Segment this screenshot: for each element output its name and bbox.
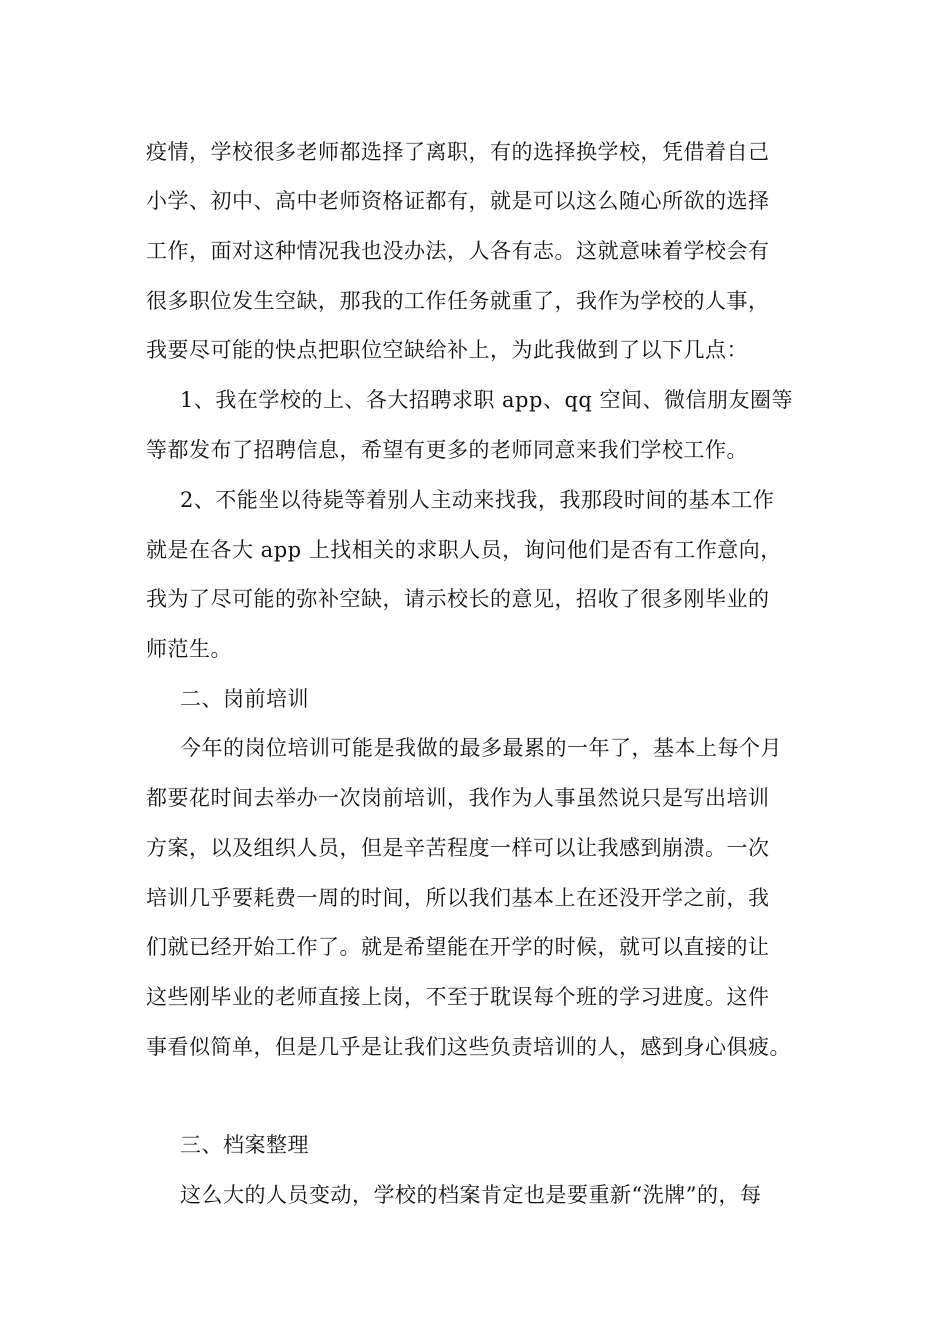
body-line: 今年的岗位培训可能是我做的最多最累的一年了，基本上每个月 bbox=[180, 736, 782, 760]
body-line: 事看似简单，但是几乎是让我们这些负责培训的人，感到身心俱疲。 bbox=[146, 1035, 791, 1059]
body-line: 方案，以及组织人员，但是辛苦程度一样可以让我感到崩溃。一次 bbox=[146, 836, 770, 860]
section-heading: 二、岗前培训 bbox=[180, 687, 309, 711]
body-line: 很多职位发生空缺，那我的工作任务就重了，我作为学校的人事， bbox=[146, 289, 770, 313]
body-line: 这么大的人员变动，学校的档案肯定也是要重新“洗牌”的，每 bbox=[180, 1183, 762, 1207]
list-item-line: 2、不能坐以待毙等着别人主动来找我，我那段时间的基本工作 bbox=[180, 488, 775, 512]
body-line: 工作，面对这种情况我也没办法，人各有志。这就意味着学校会有 bbox=[146, 239, 770, 263]
body-line: 都要花时间去举办一次岗前培训，我作为人事虽然说只是写出培训 bbox=[146, 786, 770, 810]
body-line: 这些刚毕业的老师直接上岗，不至于耽误每个班的学习进度。这件 bbox=[146, 985, 770, 1009]
body-line: 我要尽可能的快点把职位空缺给补上，为此我做到了以下几点： bbox=[146, 338, 748, 362]
body-line: 等都发布了招聘信息，希望有更多的老师同意来我们学校工作。 bbox=[146, 438, 748, 462]
body-line: 疫情，学校很多老师都选择了离职，有的选择换学校，凭借着自己 bbox=[146, 140, 770, 164]
body-line: 小学、初中、高中老师资格证都有，就是可以这么随心所欲的选择 bbox=[146, 189, 770, 213]
body-line: 就是在各大 app 上找相关的求职人员，询问他们是否有工作意向， bbox=[146, 538, 782, 562]
section-heading: 三、档案整理 bbox=[180, 1133, 309, 1157]
body-line: 我为了尽可能的弥补空缺，请示校长的意见，招收了很多刚毕业的 bbox=[146, 587, 770, 611]
body-line: 们就已经开始工作了。就是希望能在开学的时候，就可以直接的让 bbox=[146, 935, 770, 959]
body-line: 师范生。 bbox=[146, 637, 232, 661]
body-line: 培训几乎要耗费一周的时间，所以我们基本上在还没开学之前，我 bbox=[146, 886, 770, 910]
list-item-line: 1、我在学校的上、各大招聘求职 app、qq 空间、微信朋友圈等 bbox=[180, 388, 794, 412]
